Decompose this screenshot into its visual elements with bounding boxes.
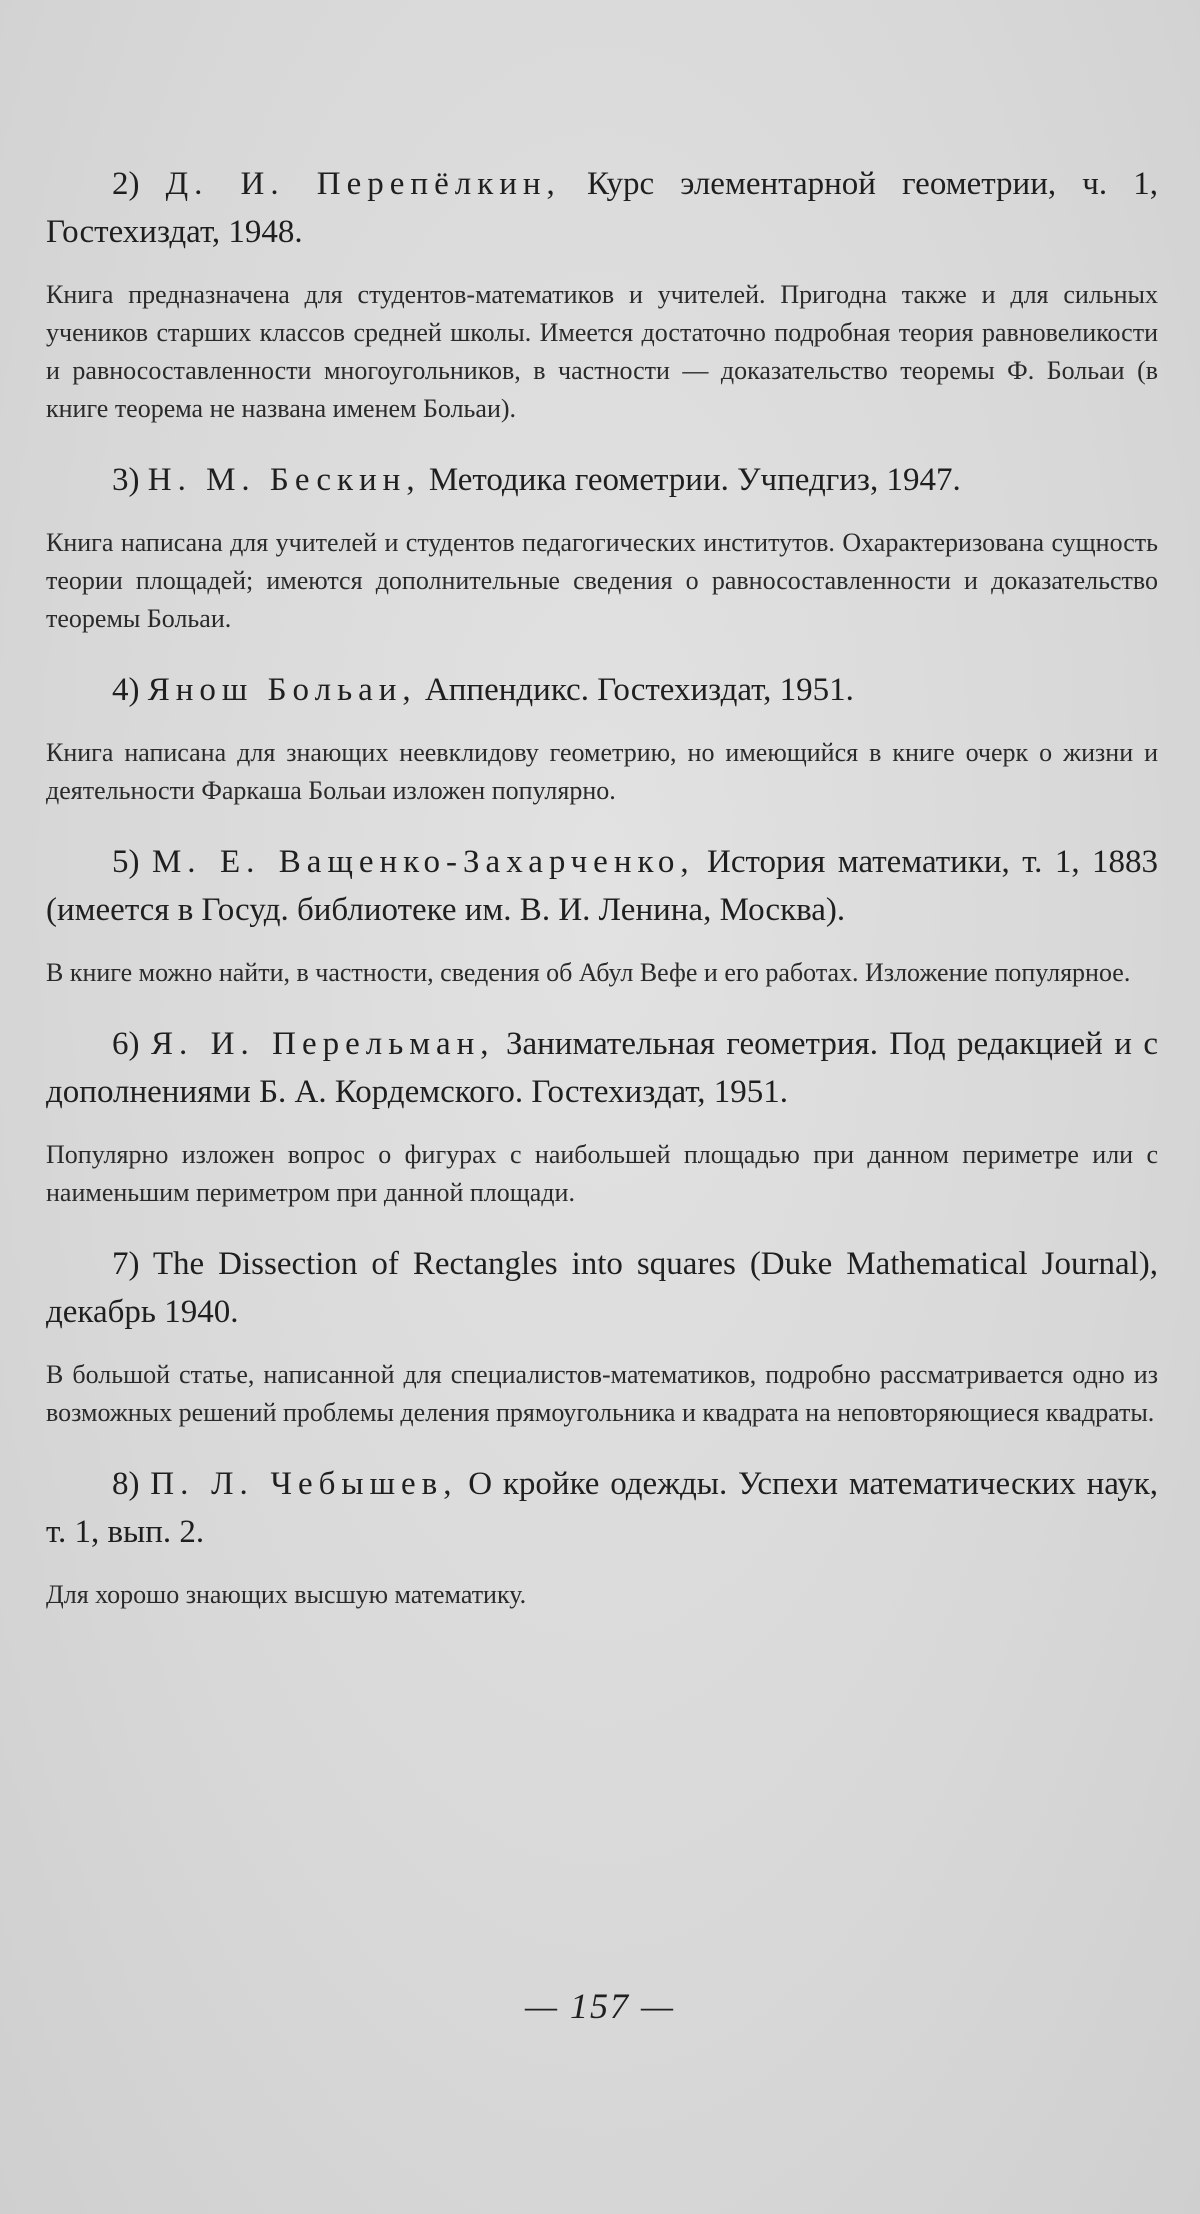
annotation: Книга написана для знающих неевклидову геометрию, но имеющийся в книге очерк о жизни и деятельности Фаркаша Больаи изложен популярно. (46, 738, 1158, 805)
annotation: В большой статье, написанной для специалистов-математиков, подробно рассматривается одно из возможных решений проблемы деления прямоугольника и квадрата на неповторяющиеся квадраты. (46, 1360, 1158, 1427)
entry-number: 3) (112, 462, 140, 498)
reference-title: Курс элементарной геометрии, ч. 1, Гостехиздат, 1948. (46, 166, 1159, 250)
reference (46, 838, 1158, 934)
bibliography-entry (46, 838, 1158, 992)
entry-number: 7) (112, 1246, 140, 1282)
author-name: Я. И. Перельман, (150, 1026, 495, 1062)
bibliography-entry (46, 160, 1158, 428)
reference (46, 1460, 1158, 1556)
annotation: Книга написана для учителей и студентов педагогических институтов. Охарактеризована сущность теории площадей; имеются дополнительные сведения о равносоставленности и доказательство теоремы Больаи. (46, 528, 1158, 633)
reference (46, 160, 1158, 256)
reference-title: История математики, т. 1, 1883 (имеется в Госуд. библиотеке им. В. И. Ленина, Москва). (46, 844, 1159, 928)
reference (46, 456, 1158, 504)
entry-number: 6) (112, 1026, 140, 1062)
author-name: М. Е. Ващенко-Захарченко, (151, 844, 695, 880)
annotation: Для хорошо знающих высшую математику. (46, 1580, 527, 1609)
bibliography-entry (46, 1020, 1158, 1212)
author-name: Д. И. Перепёлкин, (165, 166, 561, 202)
entry-number: 2) (112, 166, 140, 202)
annotation: В книге можно найти, в частности, сведения об Абул Вефе и его работах. Изложение популярное. (46, 958, 1131, 987)
reference-title: Аппендикс. Гостехиздат, 1951. (424, 672, 854, 708)
bibliography-entry (46, 1460, 1158, 1614)
bibliography-entry (46, 666, 1158, 810)
reference (46, 666, 1158, 714)
bibliography-list (46, 160, 1158, 1642)
annotation: Популярно изложен вопрос о фигурах с наибольшей площадью при данном периметре или с наименьшим периметром при данной площади. (46, 1140, 1158, 1207)
author-name: Янош Больаи, (147, 672, 417, 708)
bibliography-entry (46, 1240, 1158, 1432)
entry-number: 4) (112, 672, 140, 708)
page-number: — 157 — (524, 1986, 676, 2026)
reference-title: Методика геометрии. Учпедгиз, 1947. (428, 462, 961, 498)
reference-title: Занимательная геометрия. Под редакцией и с дополнениями Б. А. Кордемского. Гостехиздат, 1951. (46, 1026, 1159, 1110)
entry-number: 8) (112, 1466, 140, 1502)
author-name: Н. М. Бескин, (147, 462, 421, 498)
reference-title: О кройке одежды. Успехи математических наук, т. 1, вып. 2. (46, 1466, 1158, 1550)
reference (46, 1020, 1158, 1116)
reference-title: The Dissection of Rectangles into squares (Duke Mathematical Journal), декабрь 1940. (46, 1246, 1159, 1330)
reference (46, 1240, 1158, 1336)
entry-number: 5) (112, 844, 140, 880)
annotation: Книга предназначена для студентов-математиков и учителей. Пригодна также и для сильных учеников старших классов средней школы. Имеется достаточно подробная теория равновеликости и равносоставленности многоугольников, в частности — доказательство теоремы Ф. Больаи (в книге теорема не названа именем Больаи). (46, 280, 1158, 423)
bibliography-entry (46, 456, 1158, 638)
author-name: П. Л. Чебышев, (150, 1466, 458, 1502)
